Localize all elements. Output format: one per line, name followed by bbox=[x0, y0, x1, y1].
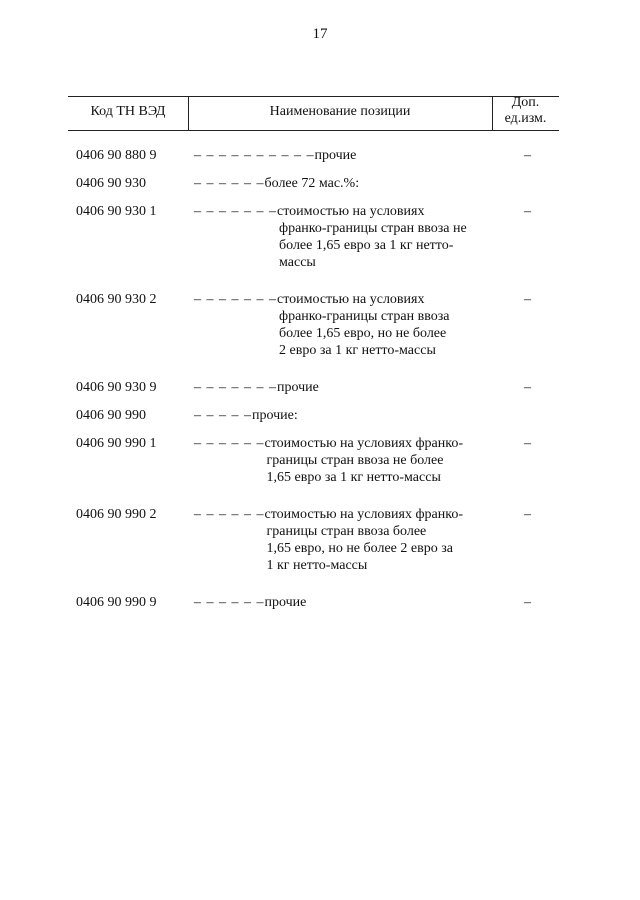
row-description bbox=[194, 506, 494, 574]
table-row bbox=[0, 203, 640, 271]
header-code: Код ТН ВЭД bbox=[90, 104, 166, 119]
row-text-line: прочие bbox=[277, 380, 319, 395]
table-row bbox=[0, 291, 640, 359]
header-name: Наименование позиции bbox=[269, 104, 411, 119]
row-unit: – bbox=[524, 436, 531, 451]
row-unit: – bbox=[524, 507, 531, 522]
row-code: 0406 90 990 2 bbox=[76, 507, 157, 522]
row-first-line bbox=[194, 435, 494, 452]
row-text-line: прочие bbox=[264, 595, 307, 610]
row-description bbox=[194, 435, 494, 486]
row-text-line: 1,65 евро за 1 кг нетто-массы bbox=[266, 470, 441, 485]
row-dashes: – – – – – – bbox=[194, 595, 265, 610]
row-unit: – bbox=[524, 380, 531, 395]
header-unit-line1: Доп. bbox=[511, 95, 540, 110]
table-row bbox=[0, 506, 640, 574]
row-text-line: стоимостью на условиях франко- bbox=[264, 507, 464, 522]
row-description bbox=[194, 147, 494, 164]
row-code: 0406 90 930 2 bbox=[76, 292, 157, 307]
row-dashes: – – – – – – – bbox=[194, 292, 277, 307]
row-first-line bbox=[194, 175, 494, 192]
row-text-line: франко-границы стран ввоза bbox=[279, 309, 450, 324]
row-text-line: стоимостью на условиях франко- bbox=[264, 436, 464, 451]
row-first-line bbox=[194, 594, 494, 611]
table-row bbox=[0, 379, 640, 396]
row-dashes: – – – – – bbox=[194, 408, 252, 423]
row-dashes: – – – – – – – bbox=[194, 380, 277, 395]
table-row bbox=[0, 435, 640, 486]
row-code: 0406 90 990 bbox=[76, 408, 146, 423]
row-description bbox=[194, 379, 494, 396]
row-dashes: – – – – – – bbox=[194, 436, 265, 451]
row-description bbox=[194, 175, 494, 192]
row-code: 0406 90 930 1 bbox=[76, 204, 157, 219]
row-text-line: стоимостью на условиях bbox=[277, 204, 425, 219]
row-code: 0406 90 880 9 bbox=[76, 148, 157, 163]
row-dashes: – – – – – – – – – – bbox=[194, 148, 315, 163]
row-dashes: – – – – – – bbox=[194, 507, 265, 522]
row-text-line: границы стран ввоза не более bbox=[266, 453, 444, 468]
row-first-line bbox=[194, 506, 494, 523]
row-text-line: более 1,65 евро, но не более bbox=[279, 326, 447, 341]
row-description bbox=[194, 203, 494, 271]
row-text-line: 2 евро за 1 кг нетто-массы bbox=[279, 343, 436, 358]
row-code: 0406 90 990 1 bbox=[76, 436, 157, 451]
header-unit-line2: ед.изм. bbox=[504, 111, 547, 126]
table-header-top-rule bbox=[68, 96, 559, 97]
row-text-line: 1 кг нетто-массы bbox=[266, 558, 368, 573]
row-text-line: франко-границы стран ввоза не bbox=[279, 221, 467, 236]
row-code: 0406 90 930 9 bbox=[76, 380, 157, 395]
row-code: 0406 90 930 bbox=[76, 176, 146, 191]
table-row bbox=[0, 147, 640, 164]
table-row bbox=[0, 407, 640, 424]
table-body bbox=[0, 147, 640, 611]
row-first-line bbox=[194, 291, 494, 308]
page-number: 17 bbox=[312, 26, 328, 42]
row-dashes: – – – – – – – bbox=[194, 204, 277, 219]
row-dashes: – – – – – – bbox=[194, 176, 265, 191]
table-row bbox=[0, 594, 640, 611]
row-description bbox=[194, 594, 494, 611]
row-description bbox=[194, 291, 494, 359]
row-text-line: прочие: bbox=[252, 408, 298, 423]
row-text-line: более 1,65 евро за 1 кг нетто- bbox=[279, 238, 454, 253]
table-header-bottom-rule bbox=[68, 130, 559, 131]
row-text-line: стоимостью на условиях bbox=[277, 292, 425, 307]
row-unit: – bbox=[524, 148, 531, 163]
row-text-line: 1,65 евро, но не более 2 евро за bbox=[266, 541, 453, 556]
row-text-line: прочие bbox=[314, 148, 357, 163]
header-unit bbox=[492, 95, 559, 127]
row-code: 0406 90 990 9 bbox=[76, 595, 157, 610]
row-unit: – bbox=[524, 204, 531, 219]
row-first-line bbox=[194, 203, 494, 220]
row-first-line bbox=[194, 407, 494, 424]
row-text-line: более 72 мас.%: bbox=[264, 176, 360, 191]
row-text-line: массы bbox=[279, 255, 316, 270]
row-unit: – bbox=[524, 292, 531, 307]
row-description bbox=[194, 407, 494, 424]
row-first-line bbox=[194, 147, 494, 164]
table-row bbox=[0, 175, 640, 192]
row-first-line bbox=[194, 379, 494, 396]
row-text-line: границы стран ввоза более bbox=[266, 524, 427, 539]
row-unit: – bbox=[524, 595, 531, 610]
